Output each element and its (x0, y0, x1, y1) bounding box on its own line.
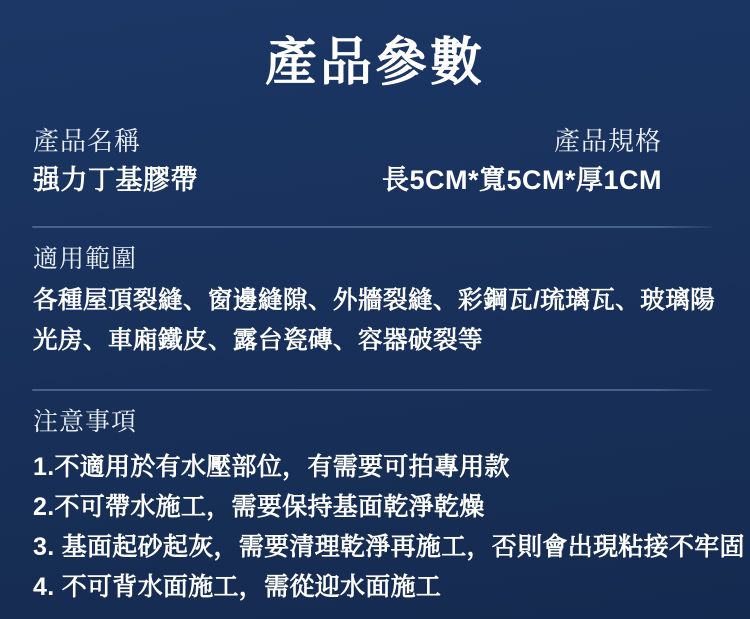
product-spec-label: 產品規格 (553, 125, 662, 156)
product-spec-value: 長5CM*寬5CM*厚1CM (381, 164, 662, 195)
notes-list (33, 447, 745, 607)
notes-heading: 注意事項 (33, 407, 138, 436)
note-item-3: 3. 基面起砂起灰，需要清理乾淨再施工，否則會出現粘接不牢固 (33, 532, 745, 561)
note-item-4: 4. 不可背水面施工，需從迎水面施工 (33, 572, 442, 601)
note-item-2: 2.不可帶水施工，需要保持基面乾淨乾燥 (33, 492, 485, 521)
section-divider-top (32, 226, 712, 228)
product-info-row (33, 126, 662, 197)
note-item-1: 1.不適用於有水壓部位，有需要可拍專用款 (33, 452, 510, 481)
product-name-value: 强力丁基膠帶 (33, 164, 198, 195)
product-spec-block (382, 126, 662, 197)
scope-heading: 適用範圍 (33, 245, 138, 274)
section-divider-bottom (32, 389, 712, 391)
page-title: 產品參數 (264, 34, 485, 92)
product-name-label: 產品名稱 (33, 125, 142, 156)
scope-text: 各種屋頂裂縫、窗邊縫隙、外牆裂縫、彩鋼瓦/琉璃瓦、玻璃陽光房、車廂鐵皮、露台瓷磚、容器破裂等 (33, 286, 716, 354)
product-name-block (33, 126, 198, 197)
